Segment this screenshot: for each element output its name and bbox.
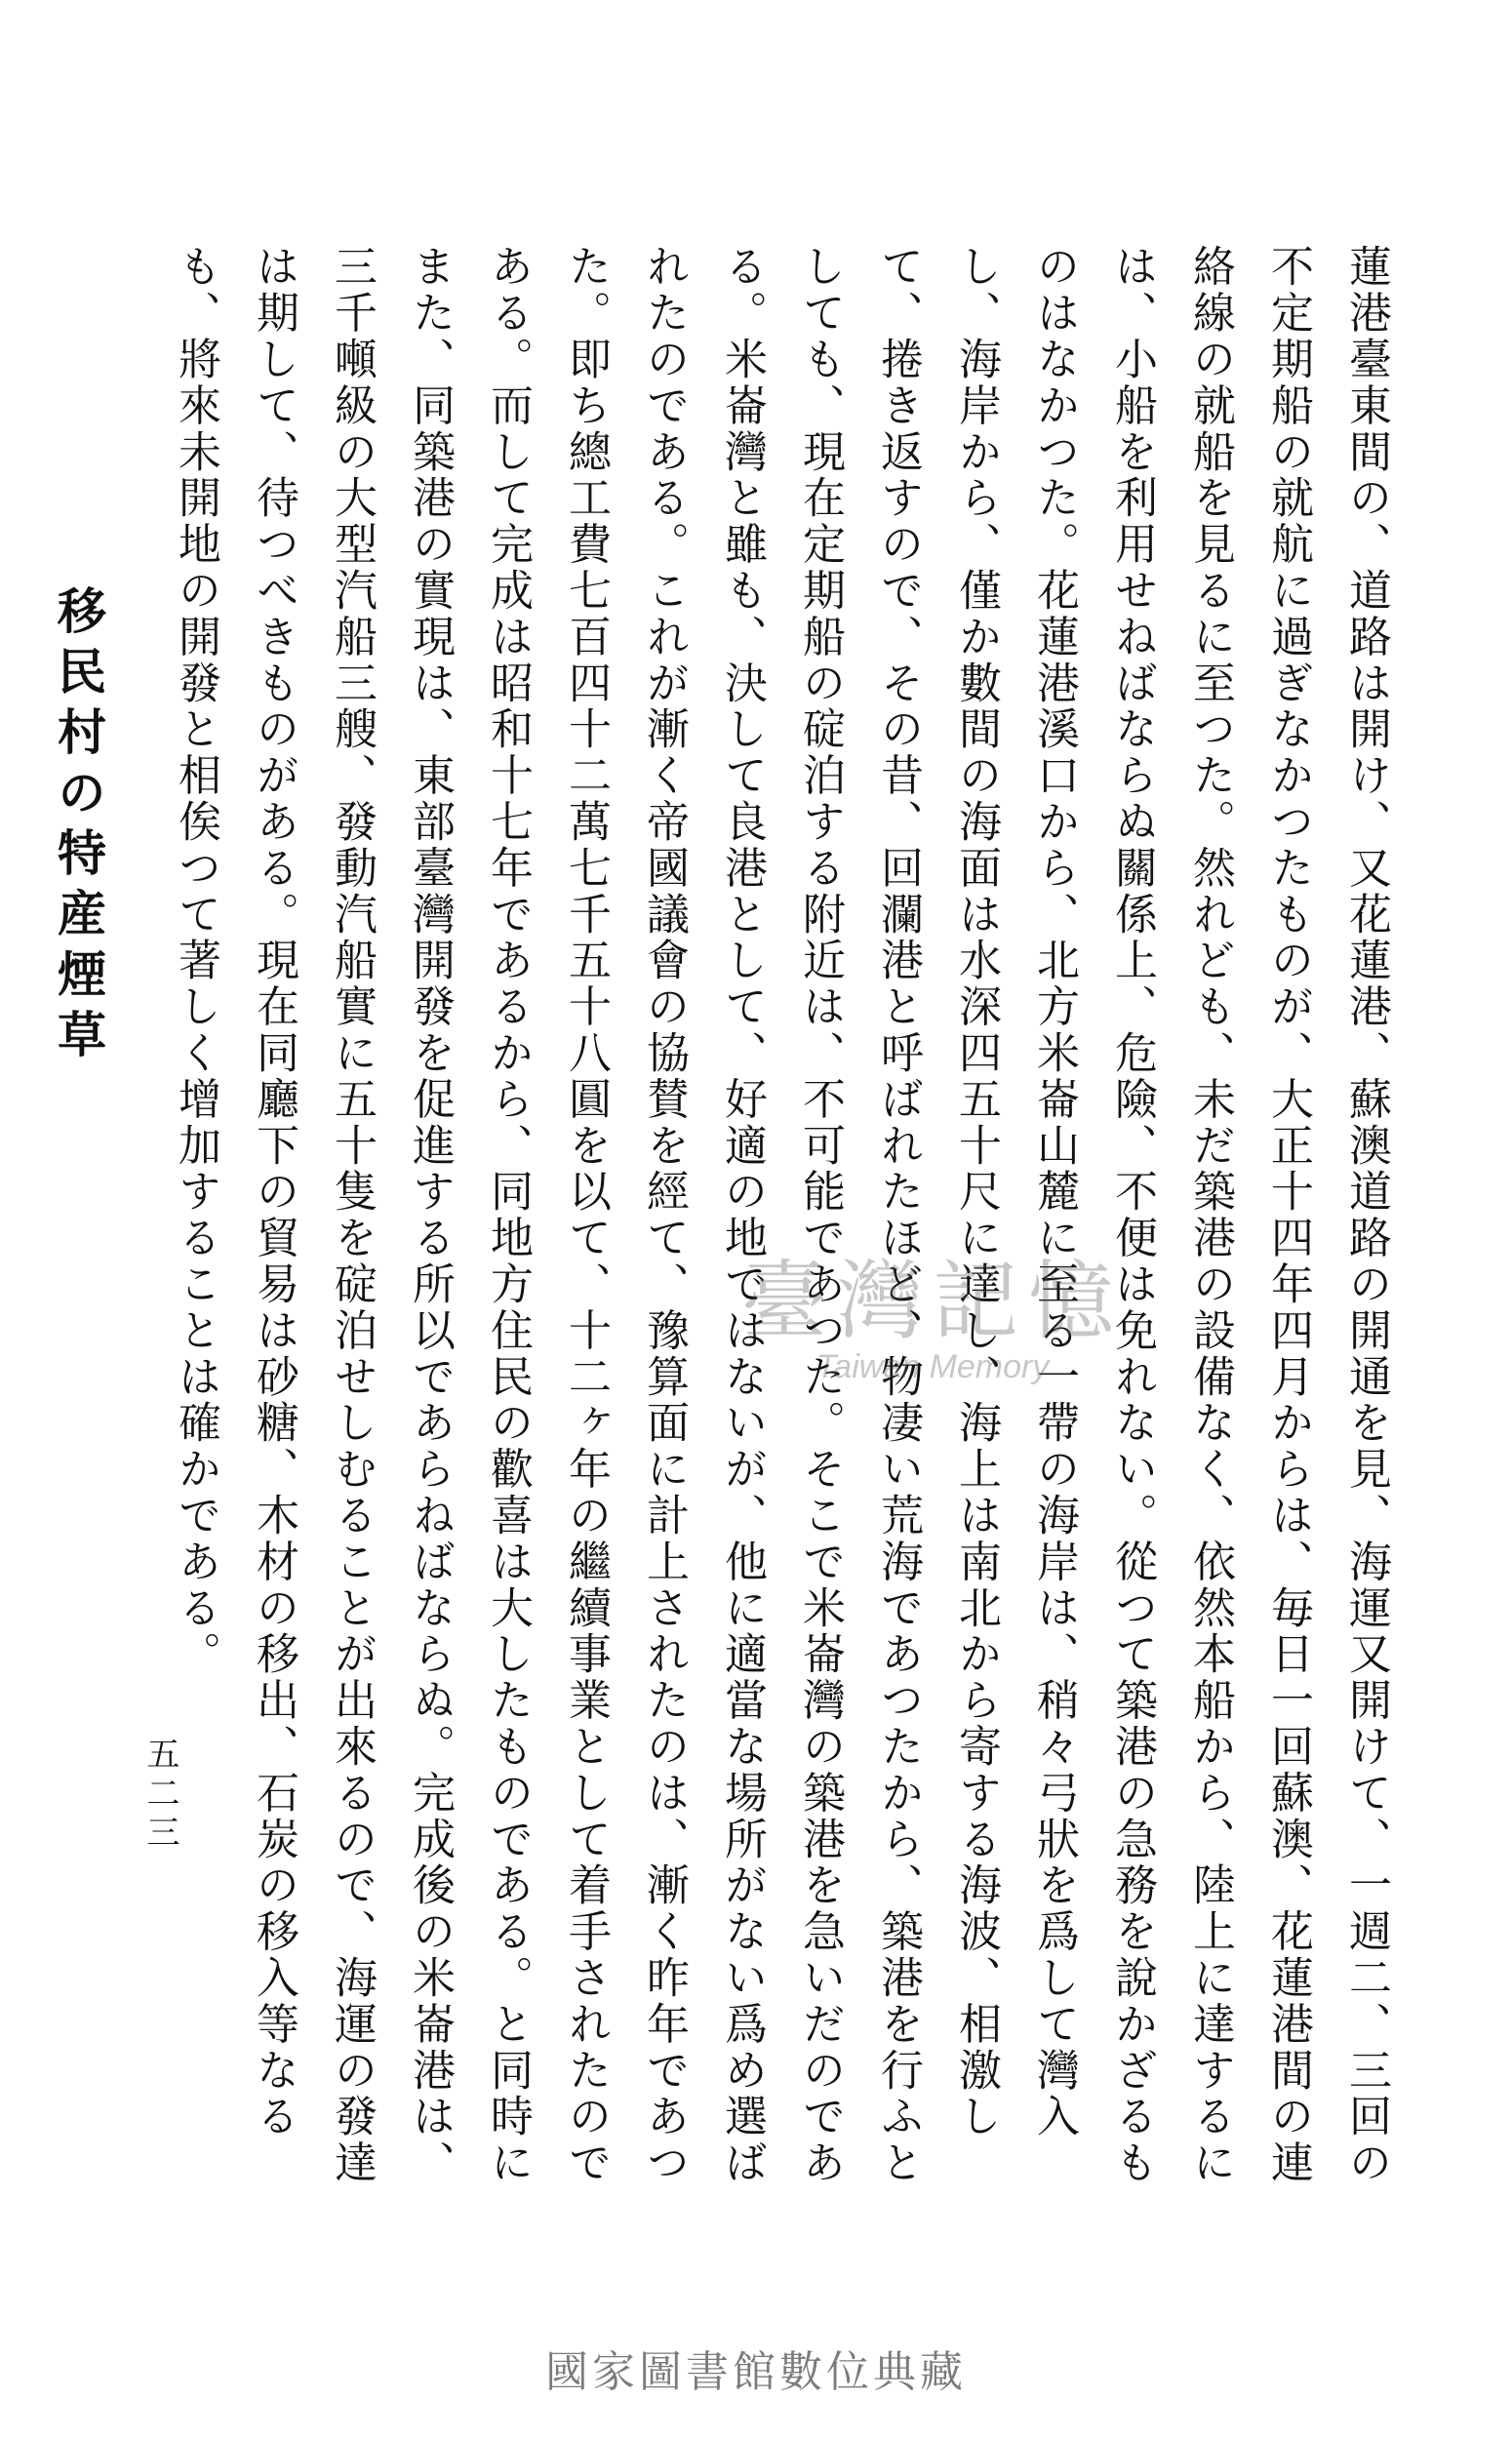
watermark-logo xyxy=(741,1251,1125,1386)
section-heading: 移民村の特産煙草 xyxy=(50,585,107,1069)
article-body xyxy=(50,244,1405,2205)
watermark-en-text: Taiwan Memory xyxy=(816,1348,1050,1385)
paragraph-harbor: 蓮港臺東間の、道路は開け、又花蓮港、蘇澳道路の開通を見、海運又開けて、一週二、三回の不定期船の就航に過ぎなかつたものが、大正十四年四月からは、毎日一回蘇澳、花蓮港間の連絡線の就船を見るに至つた。然れども、未だ築港の設備なく、依然本船から、陸上に達するには、小船を利用せねばならぬ關係上、危險、不便は免れない。從つて築港の急務を說かざるものはなかつた。花蓮港溪口から、北方米崙山麓に至る一帶の海岸は、稍々弓狀を爲して灣入し、海岸から、僅か數間の海面は水深四五十尺に達し、海上は南北から寄する海波、相激して、捲き返すので、その昔、回瀾港と呼ばれたほど、物凄い荒海であつたから、築港を行ふとしても、現在定期船の碇泊する附近は、不可能であつた。そこで米崙灣の築港を急いだのである。米崙灣と雖も、決して良港として、好適の地ではないが、他に適當な場所がない爲め選ばれたのである。これが漸く帝國議會の協賛を經て、豫算面に計上されたのは、漸く昨年であつた。即ち總工費七百四十二萬七千五十八圓を以て、十二ヶ年の繼續事業として着手されたのである。而して完成は昭和十七年であるから、同地方住民の歡喜は大したものである。と同時にまた、同築港の實現は、東部臺灣開發を促進する所以であらねばならぬ。完成後の米崙港は、三千噸級の大型汽船三艘、發動汽船實に五十隻を碇泊せしむることが出來るので、海運の發達は期して、待つべきものがある。現在同廳下の貿易は砂糖、木材の移出、石炭の移入等なるも、將來未開地の開發と相俟つて著しく增加することは確かである。 xyxy=(171,244,1391,2186)
page-number: 五二三 xyxy=(140,1737,179,1854)
footer-credit: 國家圖書館數位典藏 xyxy=(545,2347,967,2397)
watermark-cjk-text: 臺灣記憶 xyxy=(741,1251,1125,1351)
